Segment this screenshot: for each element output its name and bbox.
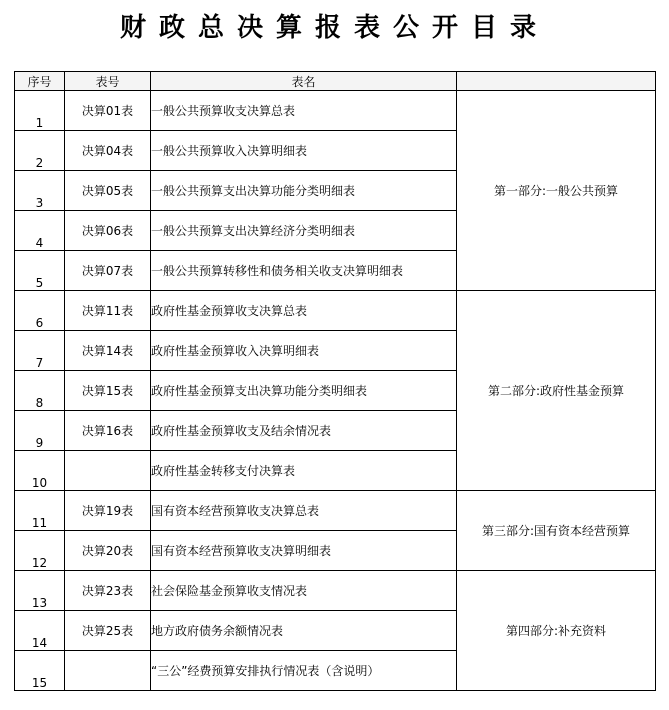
- row-name: 政府性基金预算收支决算总表: [151, 291, 457, 331]
- row-seq: 9: [15, 411, 65, 451]
- row-code: 决算20表: [65, 531, 151, 571]
- row-code: 决算04表: [65, 131, 151, 171]
- row-seq: 3: [15, 171, 65, 211]
- row-code: [65, 651, 151, 691]
- row-code: 决算11表: [65, 291, 151, 331]
- row-seq: 8: [15, 371, 65, 411]
- row-name: 一般公共预算收入决算明细表: [151, 131, 457, 171]
- row-code: 决算15表: [65, 371, 151, 411]
- row-seq: 14: [15, 611, 65, 651]
- row-name: 政府性基金预算收支及结余情况表: [151, 411, 457, 451]
- table-row: [15, 291, 656, 331]
- row-seq: 10: [15, 451, 65, 491]
- part-label: 第三部分:国有资本经营预算: [457, 491, 656, 571]
- table-row: [15, 491, 656, 531]
- row-code: 决算16表: [65, 411, 151, 451]
- row-seq: 7: [15, 331, 65, 371]
- row-code: [65, 451, 151, 491]
- row-name: 国有资本经营预算收支决算明细表: [151, 531, 457, 571]
- row-name: 政府性基金预算支出决算功能分类明细表: [151, 371, 457, 411]
- header-seq: 序号: [15, 72, 65, 91]
- row-name: 一般公共预算收支决算总表: [151, 91, 457, 131]
- row-seq: 13: [15, 571, 65, 611]
- table-row: [15, 571, 656, 611]
- row-seq: 2: [15, 131, 65, 171]
- row-seq: 4: [15, 211, 65, 251]
- row-code: 决算25表: [65, 611, 151, 651]
- page-title: 财政总决算报表公开目录: [119, 13, 549, 43]
- row-seq: 11: [15, 491, 65, 531]
- table-header-row: [15, 72, 656, 91]
- header-part: [457, 72, 656, 91]
- row-seq: 1: [15, 91, 65, 131]
- part-label: 第二部分:政府性基金预算: [457, 291, 656, 491]
- row-code: 决算01表: [65, 91, 151, 131]
- row-code: 决算23表: [65, 571, 151, 611]
- row-code: 决算06表: [65, 211, 151, 251]
- part-label: 第四部分:补充资料: [457, 571, 656, 691]
- row-code: 决算19表: [65, 491, 151, 531]
- row-name: 一般公共预算支出决算功能分类明细表: [151, 171, 457, 211]
- row-name: “三公”经费预算安排执行情况表（含说明）: [151, 651, 457, 691]
- row-name: 政府性基金转移支付决算表: [151, 451, 457, 491]
- row-seq: 12: [15, 531, 65, 571]
- row-seq: 5: [15, 251, 65, 291]
- row-seq: 15: [15, 651, 65, 691]
- row-code: 决算07表: [65, 251, 151, 291]
- row-seq: 6: [15, 291, 65, 331]
- row-name: 一般公共预算转移性和债务相关收支决算明细表: [151, 251, 457, 291]
- row-code: 决算05表: [65, 171, 151, 211]
- row-name: 社会保险基金预算收支情况表: [151, 571, 457, 611]
- row-name: 地方政府债务余额情况表: [151, 611, 457, 651]
- row-name: 政府性基金预算收入决算明细表: [151, 331, 457, 371]
- row-code: 决算14表: [65, 331, 151, 371]
- catalog-table: [14, 71, 656, 691]
- header-name: 表名: [151, 72, 457, 91]
- row-name: 国有资本经营预算收支决算总表: [151, 491, 457, 531]
- row-name: 一般公共预算支出决算经济分类明细表: [151, 211, 457, 251]
- part-label: 第一部分:一般公共预算: [457, 91, 656, 291]
- header-code: 表号: [65, 72, 151, 91]
- table-row: [15, 91, 656, 131]
